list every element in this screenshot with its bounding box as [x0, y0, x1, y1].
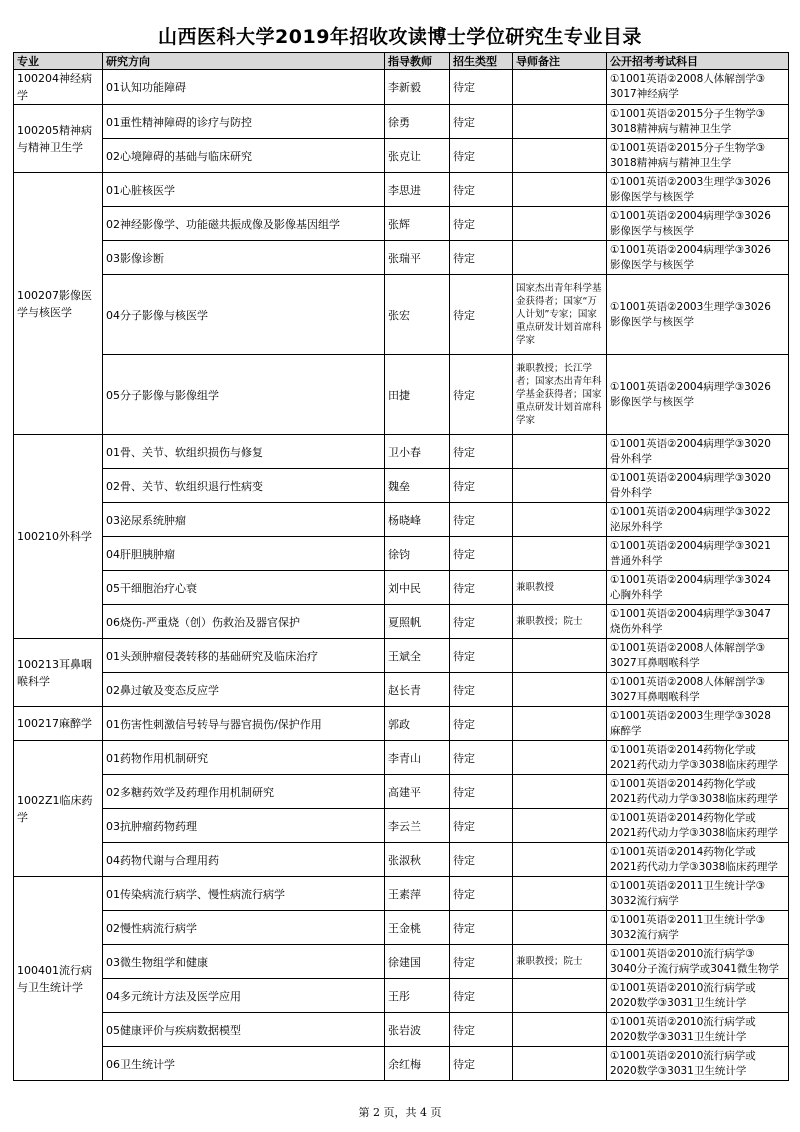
exam-subjects-cell [607, 809, 789, 843]
table-row [14, 275, 789, 355]
advisor-cell: 魏垒 [385, 469, 450, 503]
advisor-cell: 王金桃 [385, 911, 450, 945]
exam-subjects-cell [607, 877, 789, 911]
exam-subjects-cell [607, 843, 789, 877]
advisor-note-cell [513, 673, 607, 707]
admission-type-cell: 待定 [450, 139, 513, 173]
advisor-cell: 赵长青 [385, 673, 450, 707]
exam-subject-line: 骨外科学 [610, 486, 652, 499]
advisor-note-cell: 兼职教授；院士 [513, 605, 607, 639]
advisor-note-cell [513, 207, 607, 241]
advisor-cell: 夏照帆 [385, 605, 450, 639]
exam-subject-line: ①1001英语②2004病理学③3022 [610, 505, 771, 518]
admission-type-cell: 待定 [450, 173, 513, 207]
table-row [14, 673, 789, 707]
admission-type-cell: 待定 [450, 105, 513, 139]
advisor-note-cell [513, 775, 607, 809]
advisor-note-cell [513, 1013, 607, 1047]
exam-subject-line: ①1001英语②2004病理学③3026 [610, 380, 771, 393]
advisor-cell: 王彤 [385, 979, 450, 1013]
exam-subject-line: ①1001英语②2004病理学③3047 [610, 607, 771, 620]
direction-cell: 04药物代谢与合理用药 [103, 843, 385, 877]
program-catalog-table [13, 52, 789, 1081]
exam-subject-line: ①1001英语②2008人体解剖学③ [610, 641, 766, 654]
admission-type-cell: 待定 [450, 673, 513, 707]
exam-subject-line: 影像医学与核医学 [610, 258, 694, 271]
advisor-note-cell [513, 809, 607, 843]
exam-subject-line: ①1001英语②2004病理学③3026 [610, 243, 771, 256]
advisor-cell: 李青山 [385, 741, 450, 775]
exam-subjects-cell [607, 275, 789, 355]
direction-cell: 06烧伤-严重烧（创）伤救治及器官保护 [103, 605, 385, 639]
exam-subject-line: 3032流行病学 [610, 928, 679, 941]
table-row [14, 207, 789, 241]
advisor-cell: 张岩波 [385, 1013, 450, 1047]
exam-subject-line: 2021药代动力学③3038临床药理学 [610, 826, 778, 839]
direction-cell: 06卫生统计学 [103, 1047, 385, 1081]
exam-subject-line: 3027耳鼻咽喉科学 [610, 656, 700, 669]
direction-cell: 03微生物组学和健康 [103, 945, 385, 979]
table-row [14, 503, 789, 537]
exam-subject-line: 普通外科学 [610, 554, 663, 567]
admission-type-cell: 待定 [450, 503, 513, 537]
direction-cell: 01药物作用机制研究 [103, 741, 385, 775]
table-row [14, 639, 789, 673]
exam-subjects-cell [607, 945, 789, 979]
advisor-cell: 张辉 [385, 207, 450, 241]
advisor-note-cell [513, 241, 607, 275]
admission-type-cell: 待定 [450, 741, 513, 775]
exam-subject-line: ①1001英语②2004病理学③3026 [610, 209, 771, 222]
table-row [14, 707, 789, 741]
advisor-note-cell [513, 70, 607, 105]
exam-subjects-cell [607, 1013, 789, 1047]
exam-subject-line: 骨外科学 [610, 452, 652, 465]
advisor-cell: 张宏 [385, 275, 450, 355]
exam-subject-line: ①1001英语②2003生理学③3026 [610, 300, 771, 313]
advisor-note-cell: 兼职教授 [513, 571, 607, 605]
advisor-note-cell [513, 979, 607, 1013]
direction-cell: 04分子影像与核医学 [103, 275, 385, 355]
table-row [14, 605, 789, 639]
table-row [14, 775, 789, 809]
advisor-note-cell [513, 503, 607, 537]
exam-subject-line: 3018精神病与精神卫生学 [610, 156, 732, 169]
advisor-note-cell [513, 537, 607, 571]
exam-subject-line: 2020数学③3031卫生统计学 [610, 1064, 747, 1077]
header-direction: 研究方向 [103, 53, 385, 70]
direction-cell: 01伤害性刺激信号转导与器官损伤/保护作用 [103, 707, 385, 741]
exam-subject-line: ①1001英语②2004病理学③3021 [610, 539, 771, 552]
exam-subject-line: ①1001英语②2014药物化学或 [610, 777, 756, 790]
exam-subjects-cell [607, 207, 789, 241]
exam-subject-line: ①1001英语②2008人体解剖学③ [610, 73, 766, 85]
exam-subject-line: ①1001英语②2003生理学③3026 [610, 175, 771, 188]
exam-subjects-cell [607, 241, 789, 275]
admission-type-cell: 待定 [450, 1013, 513, 1047]
direction-cell: 05干细胞治疗心衰 [103, 571, 385, 605]
exam-subjects-cell [607, 70, 789, 105]
table-row [14, 877, 789, 911]
direction-cell: 02慢性病流行病学 [103, 911, 385, 945]
exam-subjects-cell [607, 537, 789, 571]
direction-cell: 03抗肿瘤药物药理 [103, 809, 385, 843]
table-row [14, 355, 789, 435]
exam-subjects-cell [607, 979, 789, 1013]
advisor-note-cell [513, 639, 607, 673]
direction-cell: 02神经影像学、功能磁共振成像及影像基因组学 [103, 207, 385, 241]
advisor-cell: 王斌全 [385, 639, 450, 673]
admission-type-cell: 待定 [450, 707, 513, 741]
advisor-note-cell [513, 707, 607, 741]
advisor-cell: 李思进 [385, 173, 450, 207]
advisor-note-cell [513, 105, 607, 139]
exam-subject-line: 3040分子流行病学或3041微生物学 [610, 962, 779, 975]
exam-subjects-cell [607, 775, 789, 809]
admission-type-cell: 待定 [450, 207, 513, 241]
exam-subject-line: 3018精神病与精神卫生学 [610, 122, 732, 135]
exam-subjects-cell [607, 435, 789, 469]
exam-subject-line: 影像医学与核医学 [610, 224, 694, 237]
advisor-cell: 刘中民 [385, 571, 450, 605]
admission-type-cell: 待定 [450, 979, 513, 1013]
exam-subject-line: 2020数学③3031卫生统计学 [610, 1030, 747, 1043]
admission-type-cell: 待定 [450, 639, 513, 673]
advisor-note-cell: 兼职教授；长江学者；国家杰出青年科学基金获得者；国家重点研发计划首席科学家 [513, 355, 607, 435]
advisor-cell: 张克让 [385, 139, 450, 173]
admission-type-cell: 待定 [450, 537, 513, 571]
advisor-note-cell [513, 741, 607, 775]
direction-cell: 03泌尿系统肿瘤 [103, 503, 385, 537]
exam-subjects-cell [607, 571, 789, 605]
direction-cell: 04多元统计方法及医学应用 [103, 979, 385, 1013]
advisor-cell: 杨晓峰 [385, 503, 450, 537]
exam-subject-line: 3032流行病学 [610, 894, 679, 907]
direction-cell: 02鼻过敏及变态反应学 [103, 673, 385, 707]
table-row [14, 911, 789, 945]
exam-subjects-cell [607, 911, 789, 945]
advisor-note-cell [513, 139, 607, 173]
advisor-note-cell [513, 843, 607, 877]
exam-subject-line: ①1001英语②2004病理学③3020 [610, 437, 771, 450]
advisor-note-cell [513, 1047, 607, 1081]
admission-type-cell: 待定 [450, 241, 513, 275]
exam-subject-line: ①1001英语②2015分子生物学③ [610, 141, 766, 154]
exam-subject-line: ①1001英语②2010流行病学或 [610, 1015, 756, 1028]
exam-subjects-cell [607, 355, 789, 435]
exam-subject-line: 心胸外科学 [610, 588, 663, 601]
advisor-note-cell [513, 877, 607, 911]
table-row [14, 537, 789, 571]
direction-cell: 03影像诊断 [103, 241, 385, 275]
header-type: 招生类型 [450, 53, 513, 70]
advisor-cell: 李云兰 [385, 809, 450, 843]
advisor-note-cell [513, 911, 607, 945]
exam-subject-line: ①1001英语②2008人体解剖学③ [610, 675, 766, 688]
exam-subject-line: 2021药代动力学③3038临床药理学 [610, 860, 778, 873]
table-body [14, 70, 789, 1081]
table-row [14, 741, 789, 775]
table-row [14, 1013, 789, 1047]
table-row [14, 843, 789, 877]
exam-subjects-cell [607, 139, 789, 173]
advisor-note-cell [513, 469, 607, 503]
direction-cell: 01传染病流行病学、慢性病流行病学 [103, 877, 385, 911]
exam-subject-line: ①1001英语②2010流行病学或 [610, 981, 756, 994]
table-row [14, 945, 789, 979]
advisor-note-cell: 国家杰出青年科学基金获得者；国家“万人计划”专家；国家重点研发计划首席科学家 [513, 275, 607, 355]
exam-subjects-cell [607, 503, 789, 537]
advisor-cell: 郭政 [385, 707, 450, 741]
header-advisor: 指导教师 [385, 53, 450, 70]
advisor-cell: 徐勇 [385, 105, 450, 139]
table-row [14, 105, 789, 139]
exam-subjects-cell [607, 173, 789, 207]
admission-type-cell: 待定 [450, 605, 513, 639]
table-row [14, 979, 789, 1013]
direction-cell: 02心境障碍的基础与临床研究 [103, 139, 385, 173]
admission-type-cell: 待定 [450, 355, 513, 435]
exam-subjects-cell [607, 469, 789, 503]
admission-type-cell: 待定 [450, 843, 513, 877]
exam-subject-line: ①1001英语②2010流行病学或 [610, 1049, 756, 1062]
advisor-cell: 田捷 [385, 355, 450, 435]
admission-type-cell: 待定 [450, 469, 513, 503]
advisor-cell: 徐钧 [385, 537, 450, 571]
admission-type-cell: 待定 [450, 911, 513, 945]
admission-type-cell: 待定 [450, 945, 513, 979]
exam-subject-line: ①1001英语②2010流行病学③ [610, 947, 755, 960]
advisor-note-cell [513, 173, 607, 207]
exam-subject-line: 烧伤外科学 [610, 622, 663, 635]
exam-subject-line: ①1001英语②2014药物化学或 [610, 811, 756, 824]
exam-subject-line: 麻醉学 [610, 724, 642, 737]
major-cell: 100210外科学 [14, 435, 103, 639]
admission-type-cell: 待定 [450, 809, 513, 843]
direction-cell: 01重性精神障碍的诊疗与防控 [103, 105, 385, 139]
major-cell: 100204神经病学 [14, 70, 103, 105]
admission-type-cell: 待定 [450, 1047, 513, 1081]
exam-subject-line: 影像医学与核医学 [610, 190, 694, 203]
exam-subject-line: ①1001英语②2004病理学③3024 [610, 573, 771, 586]
major-cell: 100207影像医学与核医学 [14, 173, 103, 435]
direction-cell: 02骨、关节、软组织退行性病变 [103, 469, 385, 503]
exam-subject-line: 2021药代动力学③3038临床药理学 [610, 758, 778, 771]
header-exam: 公开招考考试科目 [607, 53, 789, 70]
admission-type-cell: 待定 [450, 435, 513, 469]
advisor-cell: 余红梅 [385, 1047, 450, 1081]
exam-subjects-cell [607, 605, 789, 639]
direction-cell: 05健康评价与疾病数据模型 [103, 1013, 385, 1047]
header-major: 专业 [14, 53, 103, 70]
admission-type-cell: 待定 [450, 877, 513, 911]
exam-subject-line: 泌尿外科学 [610, 520, 663, 533]
table-row [14, 1047, 789, 1081]
page-footer: 第 2 页，共 4 页 [358, 1106, 442, 1119]
advisor-cell: 张淑秋 [385, 843, 450, 877]
exam-subjects-cell [607, 673, 789, 707]
advisor-cell: 徐建国 [385, 945, 450, 979]
advisor-note-cell [513, 435, 607, 469]
table-row [14, 70, 789, 105]
document-title: 山西医科大学2019年招收攻读博士学位研究生专业目录 [158, 26, 642, 48]
table-row [14, 173, 789, 207]
admission-type-cell: 待定 [450, 275, 513, 355]
advisor-cell: 李新毅 [385, 70, 450, 105]
table-row [14, 435, 789, 469]
exam-subject-line: ①1001英语②2004病理学③3020 [610, 471, 771, 484]
exam-subject-line: 2020数学③3031卫生统计学 [610, 996, 747, 1009]
exam-subjects-cell [607, 105, 789, 139]
header-note: 导师备注 [513, 53, 607, 70]
exam-subject-line: 2021药代动力学③3038临床药理学 [610, 792, 778, 805]
exam-subject-line: ①1001英语②2011卫生统计学③ [610, 913, 766, 926]
advisor-cell: 张瑞平 [385, 241, 450, 275]
advisor-cell: 王素萍 [385, 877, 450, 911]
table-row [14, 241, 789, 275]
major-cell: 1002Z1临床药学 [14, 741, 103, 877]
exam-subjects-cell [607, 741, 789, 775]
table-header-row [14, 53, 789, 70]
table-row [14, 809, 789, 843]
direction-cell: 01骨、关节、软组织损伤与修复 [103, 435, 385, 469]
exam-subject-line: 3027耳鼻咽喉科学 [610, 690, 700, 703]
admission-type-cell: 待定 [450, 571, 513, 605]
exam-subject-line: 影像医学与核医学 [610, 315, 694, 328]
exam-subject-line: ①1001英语②2014药物化学或 [610, 743, 756, 756]
exam-subject-line: ①1001英语②2003生理学③3028 [610, 709, 771, 722]
exam-subject-line: 3017神经病学 [610, 88, 679, 100]
direction-cell: 05分子影像与影像组学 [103, 355, 385, 435]
advisor-cell: 高建平 [385, 775, 450, 809]
major-cell: 100401流行病与卫生统计学 [14, 877, 103, 1081]
major-cell: 100205精神病与精神卫生学 [14, 105, 103, 173]
exam-subject-line: ①1001英语②2015分子生物学③ [610, 107, 766, 120]
major-cell: 100217麻醉学 [14, 707, 103, 741]
advisor-cell: 卫小春 [385, 435, 450, 469]
exam-subject-line: 影像医学与核医学 [610, 395, 694, 408]
direction-cell: 04肝胆胰肿瘤 [103, 537, 385, 571]
advisor-note-cell: 兼职教授；院士 [513, 945, 607, 979]
direction-cell: 02多糖药效学及药理作用机制研究 [103, 775, 385, 809]
table-row [14, 469, 789, 503]
admission-type-cell: 待定 [450, 775, 513, 809]
table-row [14, 571, 789, 605]
exam-subjects-cell [607, 707, 789, 741]
exam-subject-line: ①1001英语②2011卫生统计学③ [610, 879, 766, 892]
exam-subjects-cell [607, 1047, 789, 1081]
direction-cell: 01心脏核医学 [103, 173, 385, 207]
major-cell: 100213耳鼻咽喉科学 [14, 639, 103, 707]
table-row [14, 139, 789, 173]
exam-subject-line: ①1001英语②2014药物化学或 [610, 845, 756, 858]
admission-type-cell: 待定 [450, 70, 513, 105]
exam-subjects-cell [607, 639, 789, 673]
direction-cell: 01头颈肿瘤侵袭转移的基础研究及临床治疗 [103, 639, 385, 673]
direction-cell: 01认知功能障碍 [103, 70, 385, 105]
